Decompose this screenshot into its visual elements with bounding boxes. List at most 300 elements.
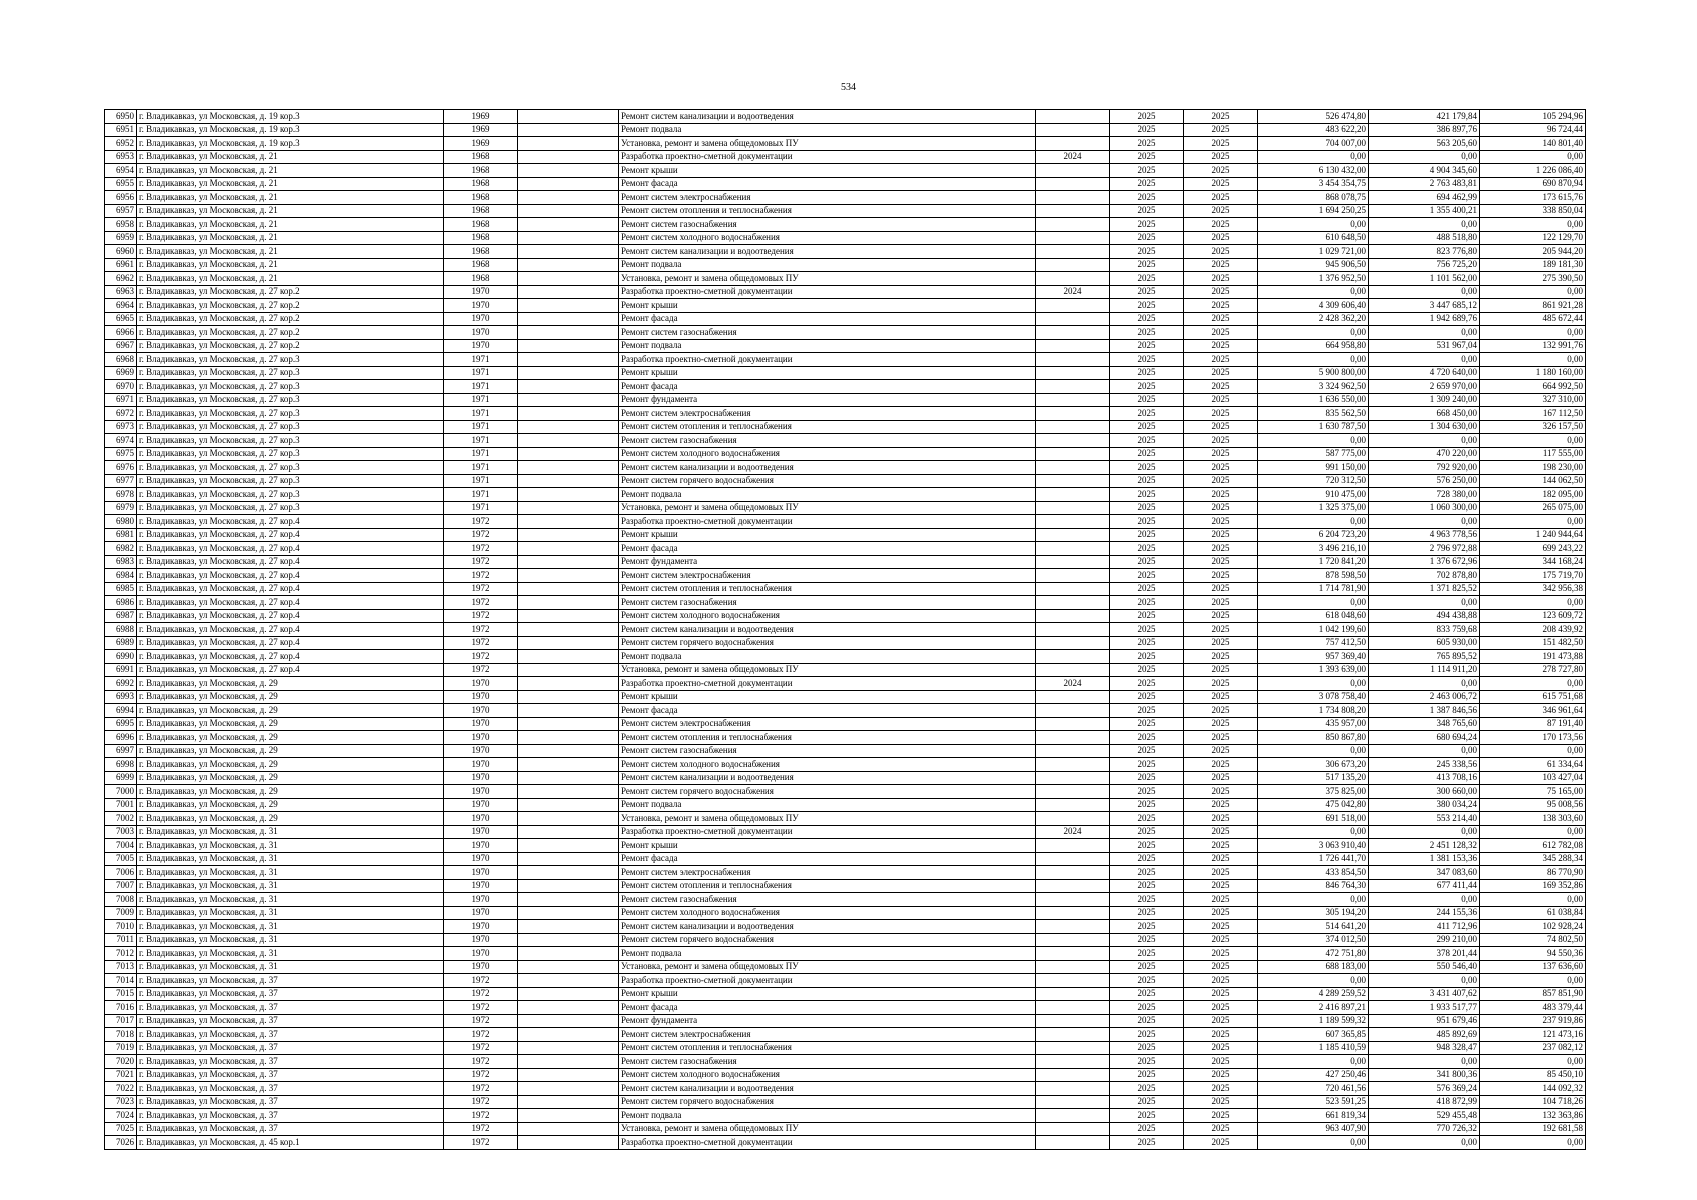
fund-cost-cell: 550 546,40 [1369,960,1480,974]
table-row [105,852,1586,866]
fund-cost-cell: 1 387 846,56 [1369,704,1480,718]
work-type-cell: Установка, ремонт и замена общедомовых ПУ [619,960,1036,974]
table-row [105,326,1586,340]
plan-end-year-cell: 2025 [1184,461,1258,475]
plan-start-year-cell: 2025 [1110,218,1184,232]
address-cell [137,798,444,812]
fund-cost-cell: 529 455,48 [1369,1109,1480,1123]
street-label: ул Московская, д. 27 кор.4 [198,569,300,580]
street-label: ул Московская, д. 31 [198,893,278,904]
design-year-cell [1036,447,1110,461]
build-year-cell: 1968 [444,245,518,259]
table-row [105,447,1586,461]
work-type-cell: Ремонт фасада [619,542,1036,556]
blank-cell [518,771,619,785]
blank-cell [518,312,619,326]
address-cell [137,474,444,488]
owner-cost-cell: 167 112,50 [1480,407,1586,421]
row-number-cell: 6981 [105,528,137,542]
table-row [105,204,1586,218]
total-cost-cell: 3 063 910,40 [1258,839,1369,853]
plan-end-year-cell: 2025 [1184,1122,1258,1136]
row-number-cell: 7012 [105,947,137,961]
blank-cell [518,1028,619,1042]
street-label: ул Московская, д. 31 [198,934,278,944]
build-year-cell: 1972 [444,555,518,569]
work-type-cell: Ремонт систем канализации и водоотведения [619,1082,1036,1096]
design-year-cell [1036,717,1110,731]
build-year-cell: 1971 [444,366,518,380]
work-type-cell: Ремонт систем электроснабжения [619,569,1036,583]
blank-cell [518,1014,619,1028]
fund-cost-cell: 531 967,04 [1369,339,1480,353]
plan-end-year-cell: 2025 [1184,812,1258,826]
fund-cost-cell: 378 201,44 [1369,947,1480,961]
build-year-cell: 1970 [444,947,518,961]
work-type-cell: Ремонт систем отопления и теплоснабжения [619,582,1036,596]
row-number-cell: 7008 [105,893,137,907]
fund-cost-cell: 3 447 685,12 [1369,299,1480,313]
row-number-cell: 7005 [105,852,137,866]
plan-start-year-cell: 2025 [1110,717,1184,731]
address-cell [137,704,444,718]
row-number-cell: 6950 [105,110,137,124]
plan-end-year-cell: 2025 [1184,1055,1258,1069]
fund-cost-cell: 411 712,96 [1369,920,1480,934]
owner-cost-cell: 144 062,50 [1480,474,1586,488]
street-label: ул Московская, д. 27 кор.4 [198,556,300,566]
blank-cell [518,609,619,623]
fund-cost-cell: 0,00 [1369,150,1480,164]
street-label: ул Московская, д. 29 [198,758,278,769]
build-year-cell: 1968 [444,177,518,191]
design-year-cell [1036,218,1110,232]
build-year-cell: 1972 [444,650,518,664]
street-label: ул Московская, д. 37 [198,1055,278,1066]
owner-cost-cell: 344 168,24 [1480,555,1586,569]
work-type-cell: Ремонт крыши [619,528,1036,542]
plan-end-year-cell: 2025 [1184,1109,1258,1123]
design-year-cell [1036,744,1110,758]
blank-cell [518,1041,619,1055]
work-type-cell: Ремонт фасада [619,177,1036,191]
plan-end-year-cell: 2025 [1184,771,1258,785]
city-label: г. Владикавказ, [139,461,197,472]
street-label: ул Московская, д. 37 [198,988,278,998]
row-number-cell: 6972 [105,407,137,421]
plan-start-year-cell: 2025 [1110,1055,1184,1069]
plan-start-year-cell: 2025 [1110,434,1184,448]
table-row [105,258,1586,272]
table-row [105,650,1586,664]
table-row [105,704,1586,718]
plan-end-year-cell: 2025 [1184,758,1258,772]
blank-cell [518,785,619,799]
address-cell [137,609,444,623]
table-row [105,609,1586,623]
table-row [105,1041,1586,1055]
plan-start-year-cell: 2025 [1110,785,1184,799]
total-cost-cell: 991 150,00 [1258,461,1369,475]
total-cost-cell: 878 598,50 [1258,569,1369,583]
city-label: г. Владикавказ, [139,623,197,634]
design-year-cell [1036,974,1110,988]
plan-start-year-cell: 2025 [1110,987,1184,1001]
table-row [105,528,1586,542]
table-row [105,812,1586,826]
fund-cost-cell: 1 933 517,77 [1369,1001,1480,1015]
row-number-cell: 7018 [105,1028,137,1042]
owner-cost-cell: 612 782,08 [1480,839,1586,853]
address-cell [137,1082,444,1096]
row-number-cell: 6987 [105,609,137,623]
work-type-cell: Ремонт систем канализации и водоотведения [619,245,1036,259]
fund-cost-cell: 756 725,20 [1369,258,1480,272]
total-cost-cell: 610 648,50 [1258,231,1369,245]
plan-start-year-cell: 2025 [1110,312,1184,326]
plan-end-year-cell: 2025 [1184,1082,1258,1096]
design-year-cell [1036,501,1110,515]
address-cell [137,947,444,961]
table-row [105,191,1586,205]
blank-cell [518,515,619,529]
street-label: ул Московская, д. 29 [198,812,278,823]
design-year-cell [1036,960,1110,974]
build-year-cell: 1972 [444,582,518,596]
plan-start-year-cell: 2025 [1110,258,1184,272]
street-label: ул Московская, д. 19 кор.3 [198,110,300,121]
street-label: ул Московская, д. 31 [198,853,278,863]
plan-end-year-cell: 2025 [1184,326,1258,340]
row-number-cell: 7024 [105,1109,137,1123]
city-label: г. Владикавказ, [139,596,197,607]
total-cost-cell: 375 825,00 [1258,785,1369,799]
total-cost-cell: 3 454 354,75 [1258,177,1369,191]
design-year-cell [1036,771,1110,785]
fund-cost-cell: 494 438,88 [1369,609,1480,623]
row-number-cell: 7010 [105,920,137,934]
address-cell [137,150,444,164]
owner-cost-cell: 699 243,22 [1480,542,1586,556]
build-year-cell: 1972 [444,1041,518,1055]
street-label: ул Московская, д. 27 кор.2 [198,340,300,350]
build-year-cell: 1971 [444,407,518,421]
street-label: ул Московская, д. 19 кор.3 [198,137,300,148]
total-cost-cell: 435 957,00 [1258,717,1369,731]
blank-cell [518,582,619,596]
plan-start-year-cell: 2025 [1110,110,1184,124]
address-cell [137,1028,444,1042]
row-number-cell: 6959 [105,231,137,245]
row-number-cell: 6992 [105,677,137,691]
blank-cell [518,353,619,367]
table-row [105,231,1586,245]
table-row [105,906,1586,920]
work-type-cell: Ремонт систем электроснабжения [619,866,1036,880]
plan-end-year-cell: 2025 [1184,353,1258,367]
city-label: г. Владикавказ, [139,799,197,809]
design-year-cell [1036,461,1110,475]
table-row [105,1136,1586,1150]
row-number-cell: 7016 [105,1001,137,1015]
row-number-cell: 7000 [105,785,137,799]
city-label: г. Владикавказ, [139,1015,197,1025]
total-cost-cell: 305 194,20 [1258,906,1369,920]
design-year-cell [1036,839,1110,853]
plan-start-year-cell: 2025 [1110,326,1184,340]
work-type-cell: Ремонт систем газоснабжения [619,434,1036,448]
design-year-cell: 2024 [1036,677,1110,691]
work-type-cell: Ремонт крыши [619,164,1036,178]
total-cost-cell: 514 641,20 [1258,920,1369,934]
work-type-cell: Ремонт фундамента [619,1014,1036,1028]
build-year-cell: 1970 [444,825,518,839]
design-year-cell [1036,1014,1110,1028]
build-year-cell: 1970 [444,785,518,799]
city-label: г. Владикавказ, [139,1042,197,1052]
row-number-cell: 7009 [105,906,137,920]
blank-cell [518,933,619,947]
address-cell [137,933,444,947]
fund-cost-cell: 823 776,80 [1369,245,1480,259]
work-type-cell: Разработка проектно-сметной документации [619,515,1036,529]
owner-cost-cell: 105 294,96 [1480,110,1586,124]
street-label: ул Московская, д. 27 кор.4 [198,542,300,553]
table-row [105,542,1586,556]
table-row [105,150,1586,164]
plan-end-year-cell: 2025 [1184,542,1258,556]
total-cost-cell: 3 496 216,10 [1258,542,1369,556]
plan-end-year-cell: 2025 [1184,866,1258,880]
design-year-cell [1036,407,1110,421]
blank-cell [518,285,619,299]
street-label: ул Московская, д. 37 [198,1015,278,1025]
design-year-cell [1036,798,1110,812]
blank-cell [518,447,619,461]
row-number-cell: 6957 [105,204,137,218]
fund-cost-cell: 765 895,52 [1369,650,1480,664]
street-label: ул Московская, д. 27 кор.4 [198,664,300,674]
address-cell [137,920,444,934]
plan-end-year-cell: 2025 [1184,596,1258,610]
city-label: г. Владикавказ, [139,812,197,823]
row-number-cell: 7025 [105,1122,137,1136]
table-row [105,407,1586,421]
street-label: ул Московская, д. 37 [198,974,278,985]
plan-start-year-cell: 2025 [1110,825,1184,839]
fund-cost-cell: 1 060 300,00 [1369,501,1480,515]
owner-cost-cell: 192 681,58 [1480,1122,1586,1136]
plan-end-year-cell: 2025 [1184,947,1258,961]
design-year-cell [1036,1041,1110,1055]
fund-cost-cell: 1 101 562,00 [1369,272,1480,286]
build-year-cell: 1970 [444,852,518,866]
owner-cost-cell: 0,00 [1480,515,1586,529]
table-body [105,110,1586,1150]
plan-end-year-cell: 2025 [1184,609,1258,623]
street-label: ул Московская, д. 27 кор.3 [198,394,300,404]
total-cost-cell: 963 407,90 [1258,1122,1369,1136]
row-number-cell: 6998 [105,758,137,772]
table-row [105,461,1586,475]
street-label: ул Московская, д. 21 [198,151,278,161]
street-label: ул Московская, д. 27 кор.4 [198,596,300,607]
address-cell [137,501,444,515]
row-number-cell: 7015 [105,987,137,1001]
row-number-cell: 7007 [105,879,137,893]
design-year-cell [1036,893,1110,907]
work-type-cell: Разработка проектно-сметной документации [619,285,1036,299]
design-year-cell [1036,164,1110,178]
total-cost-cell: 472 751,80 [1258,947,1369,961]
total-cost-cell: 664 958,80 [1258,339,1369,353]
build-year-cell: 1972 [444,1082,518,1096]
plan-end-year-cell: 2025 [1184,285,1258,299]
row-number-cell: 6973 [105,420,137,434]
owner-cost-cell: 74 802,50 [1480,933,1586,947]
city-label: г. Владикавказ, [139,286,197,296]
table-row [105,1082,1586,1096]
row-number-cell: 6979 [105,501,137,515]
total-cost-cell: 523 591,25 [1258,1095,1369,1109]
owner-cost-cell: 170 173,56 [1480,731,1586,745]
row-number-cell: 6960 [105,245,137,259]
blank-cell [518,974,619,988]
build-year-cell: 1970 [444,839,518,853]
plan-start-year-cell: 2025 [1110,960,1184,974]
city-label: г. Владикавказ, [139,1109,197,1120]
build-year-cell: 1970 [444,758,518,772]
address-cell [137,555,444,569]
work-type-cell: Ремонт систем холодного водоснабжения [619,609,1036,623]
total-cost-cell: 1 325 375,00 [1258,501,1369,515]
row-number-cell: 6997 [105,744,137,758]
city-label: г. Владикавказ, [139,731,197,742]
build-year-cell: 1970 [444,326,518,340]
build-year-cell: 1970 [444,744,518,758]
row-number-cell: 6995 [105,717,137,731]
blank-cell [518,704,619,718]
city-label: г. Владикавказ, [139,475,197,485]
plan-start-year-cell: 2025 [1110,353,1184,367]
work-type-cell: Ремонт фасада [619,1001,1036,1015]
owner-cost-cell: 122 129,70 [1480,231,1586,245]
build-year-cell: 1972 [444,636,518,650]
row-number-cell: 6977 [105,474,137,488]
build-year-cell: 1971 [444,353,518,367]
work-type-cell: Ремонт систем газоснабжения [619,1055,1036,1069]
street-label: ул Московская, д. 19 кор.3 [198,124,300,134]
work-type-cell: Ремонт крыши [619,366,1036,380]
address-cell [137,974,444,988]
design-year-cell [1036,312,1110,326]
fund-cost-cell: 2 763 483,81 [1369,177,1480,191]
owner-cost-cell: 0,00 [1480,1136,1586,1150]
build-year-cell: 1970 [444,704,518,718]
work-type-cell: Установка, ремонт и замена общедомовых ПУ [619,812,1036,826]
design-year-cell [1036,353,1110,367]
total-cost-cell: 2 428 362,20 [1258,312,1369,326]
blank-cell [518,245,619,259]
address-cell [137,461,444,475]
build-year-cell: 1972 [444,596,518,610]
build-year-cell: 1971 [444,380,518,394]
owner-cost-cell: 175 719,70 [1480,569,1586,583]
owner-cost-cell: 327 310,00 [1480,393,1586,407]
street-label: ул Московская, д. 31 [198,866,278,877]
work-type-cell: Ремонт систем канализации и водоотведения [619,771,1036,785]
total-cost-cell: 4 309 606,40 [1258,299,1369,313]
work-type-cell: Ремонт систем канализации и водоотведения [619,623,1036,637]
owner-cost-cell: 1 226 086,40 [1480,164,1586,178]
build-year-cell: 1972 [444,1068,518,1082]
table-row [105,339,1586,353]
total-cost-cell: 868 078,75 [1258,191,1369,205]
plan-start-year-cell: 2025 [1110,893,1184,907]
total-cost-cell: 0,00 [1258,596,1369,610]
fund-cost-cell: 2 451 128,32 [1369,839,1480,853]
row-number-cell: 7013 [105,960,137,974]
owner-cost-cell: 0,00 [1480,596,1586,610]
fund-cost-cell: 1 381 153,36 [1369,852,1480,866]
build-year-cell: 1968 [444,218,518,232]
city-label: г. Владикавказ, [139,677,197,688]
fund-cost-cell: 702 878,80 [1369,569,1480,583]
address-cell [137,1001,444,1015]
fund-cost-cell: 0,00 [1369,677,1480,691]
total-cost-cell: 517 135,20 [1258,771,1369,785]
total-cost-cell: 433 854,50 [1258,866,1369,880]
address-cell [137,191,444,205]
blank-cell [518,474,619,488]
plan-end-year-cell: 2025 [1184,339,1258,353]
city-label: г. Владикавказ, [139,853,197,863]
fund-cost-cell: 421 179,84 [1369,110,1480,124]
total-cost-cell: 0,00 [1258,515,1369,529]
blank-cell [518,825,619,839]
design-year-cell [1036,339,1110,353]
street-label: ул Московская, д. 21 [198,259,278,269]
build-year-cell: 1970 [444,299,518,313]
build-year-cell: 1970 [444,933,518,947]
row-number-cell: 7021 [105,1068,137,1082]
total-cost-cell: 618 048,60 [1258,609,1369,623]
total-cost-cell: 0,00 [1258,285,1369,299]
work-type-cell: Разработка проектно-сметной документации [619,974,1036,988]
city-label: г. Владикавказ, [139,758,197,769]
design-year-cell [1036,933,1110,947]
owner-cost-cell: 94 550,36 [1480,947,1586,961]
fund-cost-cell: 770 726,32 [1369,1122,1480,1136]
blank-cell [518,366,619,380]
total-cost-cell: 0,00 [1258,974,1369,988]
table-row [105,488,1586,502]
owner-cost-cell: 346 961,64 [1480,704,1586,718]
street-label: ул Московская, д. 27 кор.4 [198,529,300,539]
row-number-cell: 6982 [105,542,137,556]
blank-cell [518,866,619,880]
table-row [105,717,1586,731]
blank-cell [518,231,619,245]
owner-cost-cell: 0,00 [1480,285,1586,299]
street-label: ул Московская, д. 21 [198,232,278,242]
city-label: г. Владикавказ, [139,164,197,175]
street-label: ул Московская, д. 45 кор.1 [198,1136,300,1147]
build-year-cell: 1972 [444,515,518,529]
city-label: г. Владикавказ, [139,1136,197,1147]
build-year-cell: 1968 [444,164,518,178]
city-label: г. Владикавказ, [139,488,197,499]
